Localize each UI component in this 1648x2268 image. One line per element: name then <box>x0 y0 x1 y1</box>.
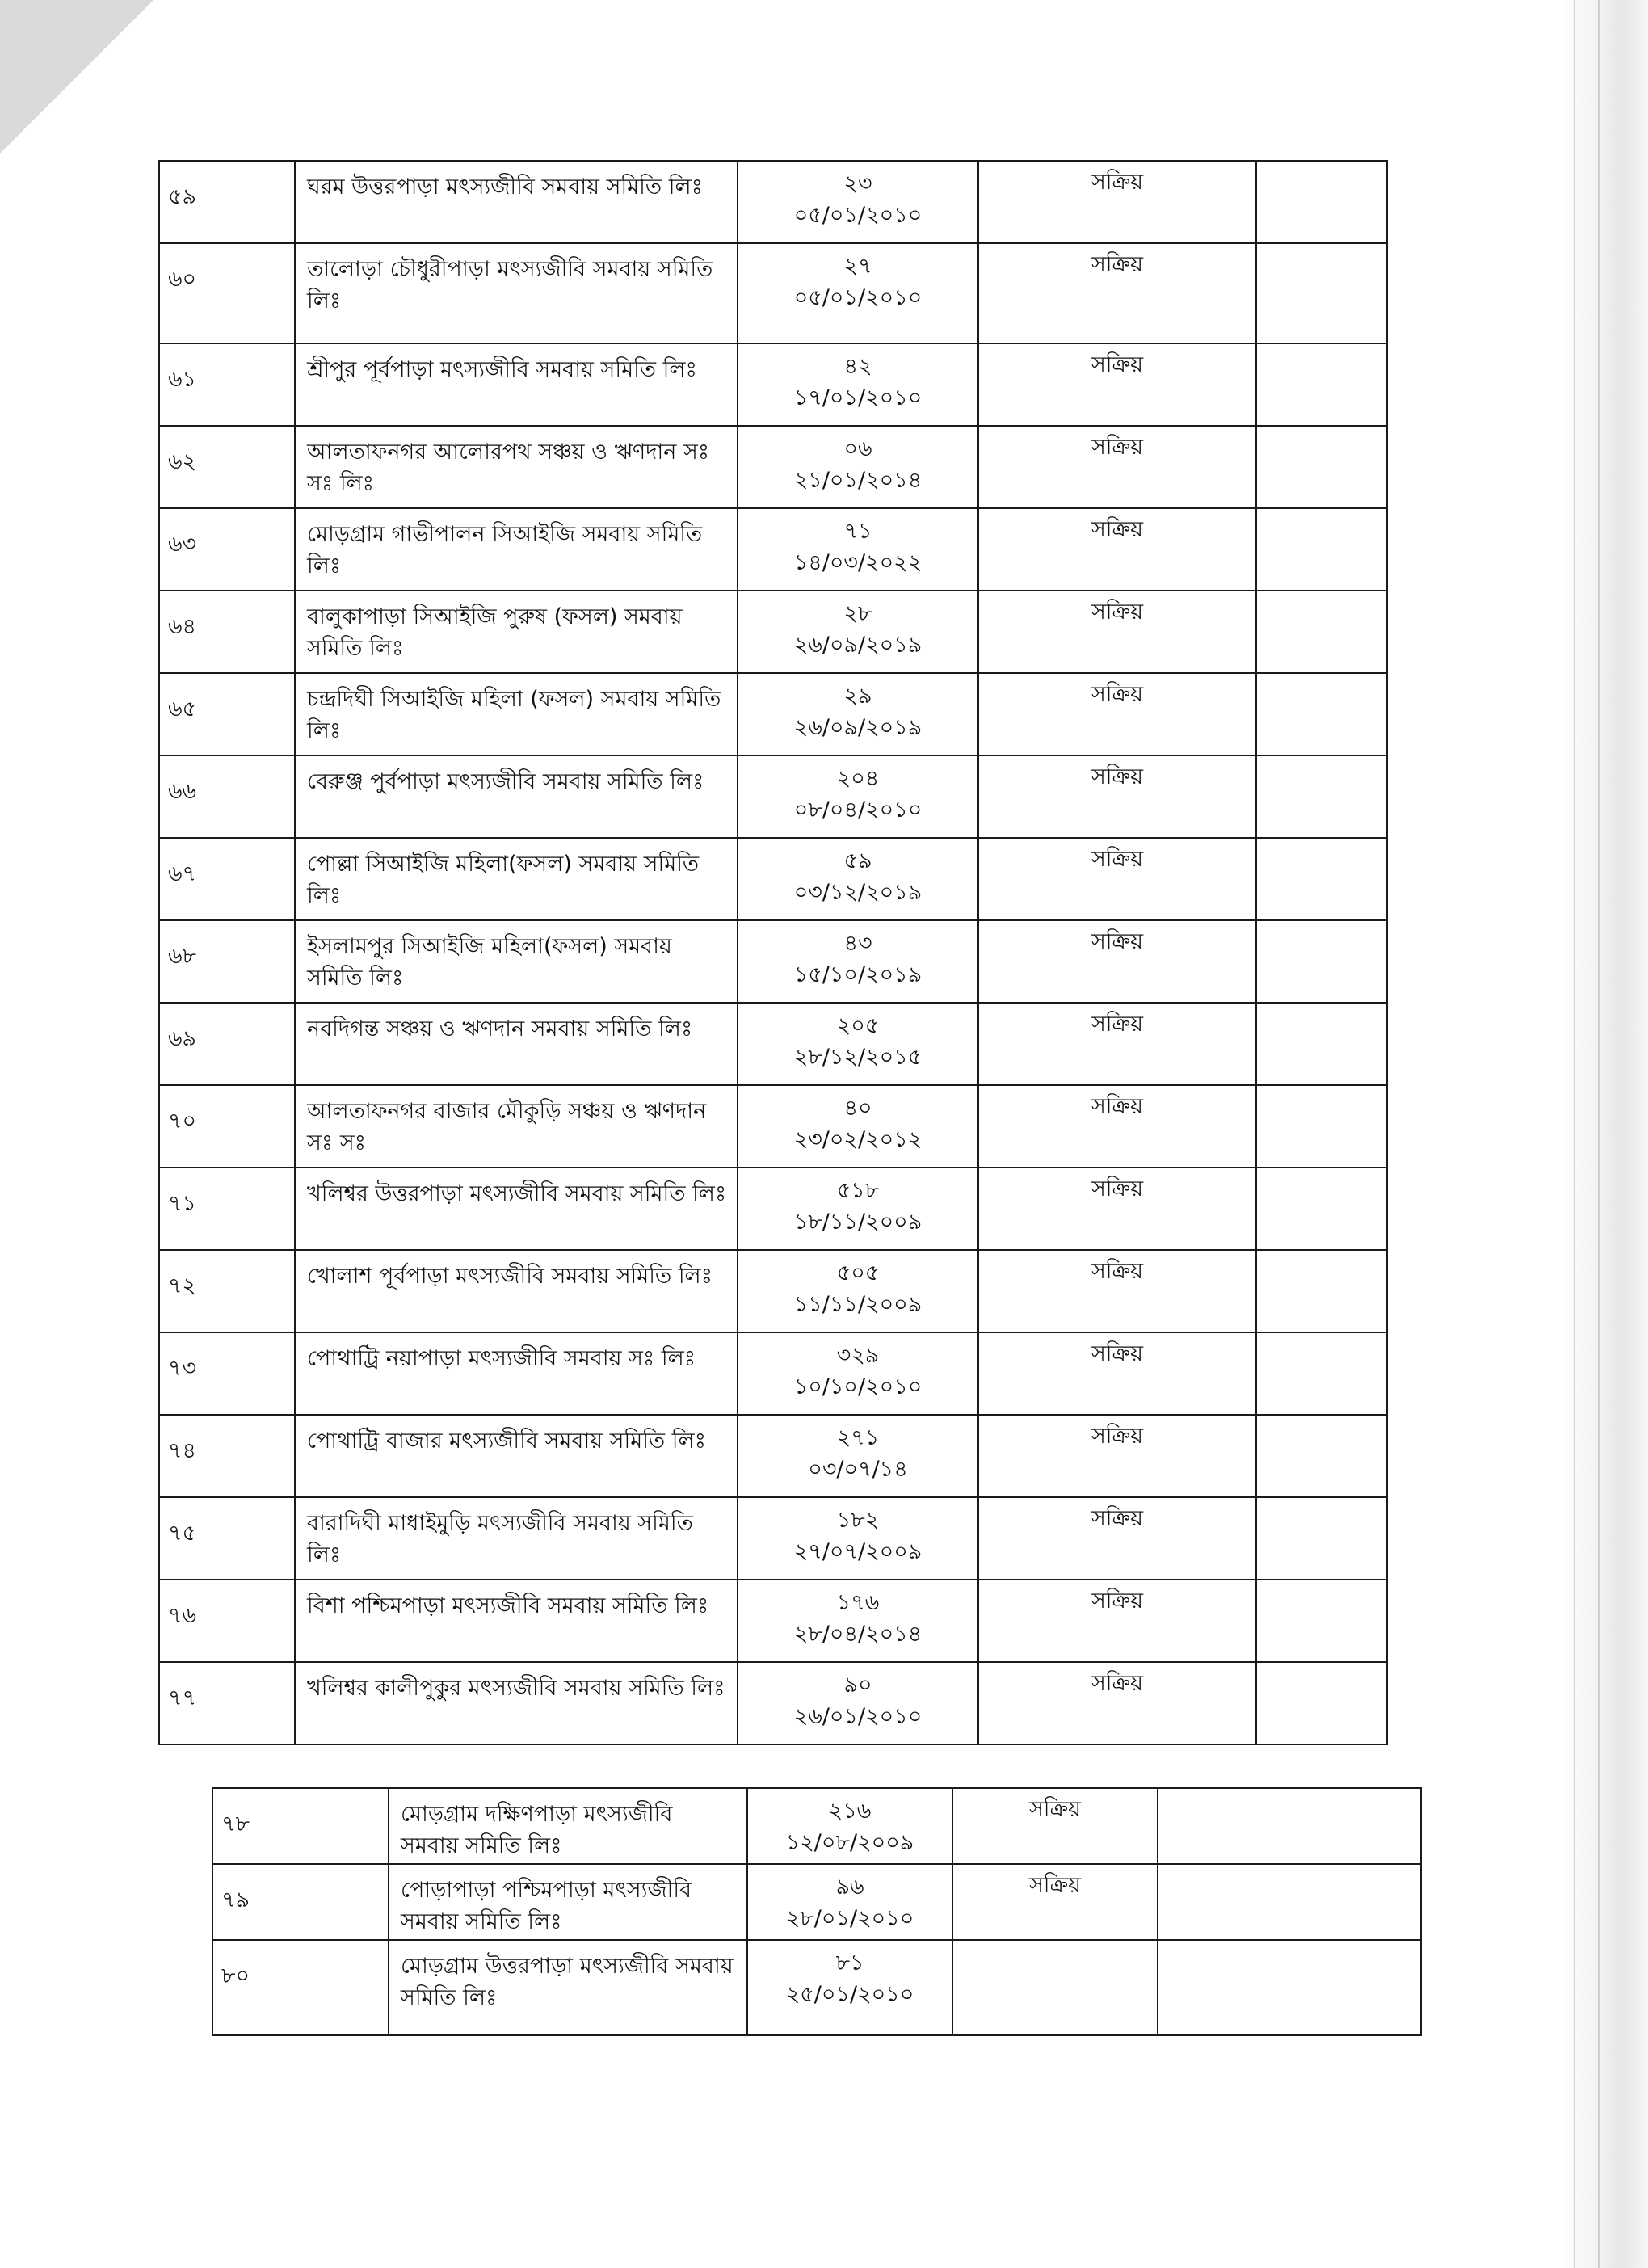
registration-date: ২৭/০৭/২০০৯ <box>793 1539 923 1565</box>
society-name-cell: পোথাট্রি নয়াপাড়া মৎস্যজীবি সমবায় সঃ লিঃ <box>295 1332 738 1415</box>
society-name-cell: পোড়াপাড়া পশ্চিমপাড়া মৎস্যজীবি সমবায় সমিতি লিঃ <box>389 1864 747 1940</box>
registration-number: ২১৬ <box>828 1799 872 1824</box>
registration-number: ৫৯ <box>843 848 872 873</box>
society-name-cell: মোড়গ্রাম গাভীপালন সিআইজি সমবায় সমিতি লিঃ <box>295 508 738 591</box>
remarks-cell <box>1256 1332 1387 1415</box>
table-row <box>159 1580 1387 1662</box>
registration-cell <box>738 920 978 1003</box>
registration-cell <box>738 1168 978 1250</box>
status-cell: সক্রিয় <box>978 673 1256 755</box>
registration-date: ১৫/১০/২০১৯ <box>793 962 923 988</box>
remarks-cell <box>1256 1250 1387 1332</box>
registration-date: ১২/০৮/২০০৯ <box>785 1830 914 1856</box>
society-name-cell: নবদিগন্ত সঞ্চয় ও ঋণদান সমবায় সমিতি লিঃ <box>295 1003 738 1085</box>
status-cell: সক্রিয় <box>952 1788 1158 1864</box>
table-row <box>159 1332 1387 1415</box>
serial-number-cell: ৭২ <box>159 1250 295 1332</box>
table-row <box>159 343 1387 426</box>
registration-cell <box>738 1415 978 1497</box>
serial-number-cell: ৭০ <box>159 1085 295 1168</box>
society-name-cell: বিশা পশ্চিমপাড়া মৎস্যজীবি সমবায় সমিতি লিঃ <box>295 1580 738 1662</box>
serial-number-cell: ৬৭ <box>159 838 295 920</box>
registration-cell <box>738 1497 978 1580</box>
society-name-cell: ঘরম উত্তরপাড়া মৎস্যজীবি সমবায় সমিতি লিঃ <box>295 161 738 243</box>
table-row <box>159 508 1387 591</box>
status-cell: সক্রিয় <box>952 1864 1158 1940</box>
registration-date: ২১/০১/২০১৪ <box>793 468 923 494</box>
registration-date: ২৬/০৯/২০১৯ <box>793 715 923 741</box>
registration-cell <box>738 1250 978 1332</box>
registration-cell <box>747 1788 952 1864</box>
registration-date: ১৭/০১/২০১০ <box>793 385 923 411</box>
registration-number: ৭১ <box>843 519 872 544</box>
table-row <box>159 1003 1387 1085</box>
serial-number-cell: ৭১ <box>159 1168 295 1250</box>
status-cell: সক্রিয় <box>978 343 1256 426</box>
remarks-cell <box>1256 673 1387 755</box>
table-row <box>159 161 1387 243</box>
registration-number: ৯৬ <box>835 1875 864 1900</box>
table-row <box>159 591 1387 673</box>
registration-date: ১৪/০৩/২০২২ <box>793 550 923 576</box>
registration-date: ২৬/০৯/২০১৯ <box>793 633 923 659</box>
status-cell: সক্রিয় <box>978 426 1256 508</box>
registration-date: ২৬/০১/২০১০ <box>793 1704 923 1730</box>
serial-number-cell: ৬৪ <box>159 591 295 673</box>
registration-cell <box>738 1085 978 1168</box>
registration-number: ২০৪ <box>836 766 880 791</box>
remarks-cell <box>1256 426 1387 508</box>
registration-date: ২৮/১২/২০১৫ <box>793 1045 923 1071</box>
status-cell: সক্রিয় <box>978 1662 1256 1744</box>
serial-number-cell: ৭৪ <box>159 1415 295 1497</box>
status-cell: সক্রিয় <box>978 838 1256 920</box>
status-cell: সক্রিয় <box>978 1497 1256 1580</box>
registration-number: ৪০ <box>843 1096 872 1121</box>
registration-date: ২৫/০১/২০১০ <box>785 1982 914 2008</box>
serial-number-cell: ৬১ <box>159 343 295 426</box>
registration-cell <box>738 755 978 838</box>
stacked-page-edges <box>1559 0 1648 2268</box>
status-cell: সক্রিয় <box>978 1580 1256 1662</box>
registration-cell <box>747 1940 952 2035</box>
status-cell: সক্রিয় <box>978 1003 1256 1085</box>
remarks-cell <box>1256 838 1387 920</box>
folded-page-corner <box>0 0 153 154</box>
society-name-cell: বেরুঞ্জ পুর্বপাড়া মৎস্যজীবি সমবায় সমিতি লিঃ <box>295 755 738 838</box>
table-row <box>159 1415 1387 1497</box>
registration-cell <box>738 1332 978 1415</box>
serial-number-cell: ৭৫ <box>159 1497 295 1580</box>
registration-cell <box>738 1580 978 1662</box>
table-row <box>212 1940 1421 2035</box>
registration-cell <box>738 508 978 591</box>
registration-cell <box>747 1864 952 1940</box>
status-cell: সক্রিয় <box>978 1415 1256 1497</box>
serial-number-cell: ৬৮ <box>159 920 295 1003</box>
registration-date: ২৩/০২/২০১২ <box>793 1127 923 1153</box>
serial-number-cell: ৬২ <box>159 426 295 508</box>
society-name-cell: মোড়গ্রাম দক্ষিণপাড়া মৎস্যজীবি সমবায় সমিতি লিঃ <box>389 1788 747 1864</box>
remarks-cell <box>1256 161 1387 243</box>
registration-number: ৩২৯ <box>836 1343 880 1368</box>
table-row <box>159 1168 1387 1250</box>
table-row <box>159 920 1387 1003</box>
table-row <box>159 243 1387 343</box>
registration-date: ১৮/১১/২০০৯ <box>793 1210 923 1235</box>
table-row <box>159 1497 1387 1580</box>
society-name-cell: বারাদিঘী মাধাইমুড়ি মৎস্যজীবি সমবায় সমিতি লিঃ <box>295 1497 738 1580</box>
registration-number: ২৩ <box>843 171 872 196</box>
table-row <box>159 673 1387 755</box>
society-name-cell: খলিশ্বর উত্তরপাড়া মৎস্যজীবি সমবায় সমিতি লিঃ <box>295 1168 738 1250</box>
status-cell: সক্রিয় <box>978 1250 1256 1332</box>
registration-date: ০৩/১২/২০১৯ <box>793 880 923 906</box>
serial-number-cell: ৮০ <box>212 1940 389 2035</box>
status-cell: সক্রিয় <box>978 591 1256 673</box>
remarks-cell <box>1256 1497 1387 1580</box>
registration-number: ৫০৫ <box>836 1260 880 1285</box>
registration-date: ০৮/০৪/২০১০ <box>793 797 923 823</box>
remarks-cell <box>1256 1580 1387 1662</box>
remarks-cell <box>1256 243 1387 343</box>
remarks-cell <box>1256 1168 1387 1250</box>
society-name-cell: পোল্লা সিআইজি মহিলা(ফসল) সমবায় সমিতি লিঃ <box>295 838 738 920</box>
registration-number: ৫১৮ <box>836 1178 880 1203</box>
society-name-cell: মোড়গ্রাম উত্তরপাড়া মৎস্যজীবি সমবায় সমিতি লিঃ <box>389 1940 747 2035</box>
registration-cell <box>738 343 978 426</box>
status-cell: সক্রিয় <box>978 243 1256 343</box>
society-name-cell: তালোড়া চৌধুরীপাড়া মৎস্যজীবি সমবায় সমিতি লিঃ <box>295 243 738 343</box>
registration-date: ১১/১১/২০০৯ <box>793 1292 923 1318</box>
registration-cell <box>738 426 978 508</box>
registration-number: ৪৩ <box>843 931 872 956</box>
society-name-cell: খোলাশ পূর্বপাড়া মৎস্যজীবি সমবায় সমিতি লিঃ <box>295 1250 738 1332</box>
registration-cell <box>738 161 978 243</box>
registration-date: ০৩/০৭/১৪ <box>808 1457 908 1483</box>
remarks-cell <box>1256 1085 1387 1168</box>
remarks-cell <box>1158 1864 1421 1940</box>
status-cell <box>952 1940 1158 2035</box>
remarks-cell <box>1256 1415 1387 1497</box>
table-row <box>159 1662 1387 1744</box>
society-name-cell: পোথাট্রি বাজার মৎস্যজীবি সমবায় সমিতি লিঃ <box>295 1415 738 1497</box>
status-cell: সক্রিয় <box>978 1085 1256 1168</box>
registration-cell <box>738 1662 978 1744</box>
remarks-cell <box>1256 591 1387 673</box>
status-cell: সক্রিয় <box>978 1168 1256 1250</box>
society-name-cell: আলতাফনগর আলোরপথ সঞ্চয় ও ঋণদান সঃ সঃ লিঃ <box>295 426 738 508</box>
serial-number-cell: ৬৩ <box>159 508 295 591</box>
society-name-cell: শ্রীপুর পূর্বপাড়া মৎস্যজীবি সমবায় সমিতি লিঃ <box>295 343 738 426</box>
serial-number-cell: ৬০ <box>159 243 295 343</box>
status-cell: সক্রিয় <box>978 1332 1256 1415</box>
serial-number-cell: ৭৯ <box>212 1864 389 1940</box>
society-list-table-continued <box>212 1787 1422 2036</box>
table-row <box>159 1250 1387 1332</box>
society-name-cell: আলতাফনগর বাজার মৌকুড়ি সঞ্চয় ও ঋণদান সঃ সঃ <box>295 1085 738 1168</box>
serial-number-cell: ৫৯ <box>159 161 295 243</box>
society-name-cell: বালুকাপাড়া সিআইজি পুরুষ (ফসল) সমবায় সমিতি লিঃ <box>295 591 738 673</box>
registration-number: ২০৫ <box>836 1013 880 1038</box>
serial-number-cell: ৭৬ <box>159 1580 295 1662</box>
remarks-cell <box>1256 508 1387 591</box>
table-row <box>159 838 1387 920</box>
society-name-cell: ইসলামপুর সিআইজি মহিলা(ফসল) সমবায় সমিতি লিঃ <box>295 920 738 1003</box>
status-cell: সক্রিয় <box>978 161 1256 243</box>
registration-date: ২৮/০৪/২০১৪ <box>793 1622 923 1647</box>
registration-date: ১০/১০/২০১০ <box>793 1374 923 1400</box>
status-cell: সক্রিয় <box>978 755 1256 838</box>
remarks-cell <box>1256 1662 1387 1744</box>
registration-number: ২৯ <box>843 684 872 709</box>
registration-date: ২৮/০১/২০১০ <box>785 1906 914 1932</box>
registration-number: ৪২ <box>843 354 872 379</box>
registration-cell <box>738 591 978 673</box>
registration-date: ০৫/০১/২০১০ <box>793 203 923 229</box>
status-cell: সক্রিয় <box>978 508 1256 591</box>
registration-number: ২৮ <box>843 601 872 626</box>
registration-number: ০৬ <box>843 436 872 461</box>
society-name-cell: খলিশ্বর কালীপুকুর মৎস্যজীবি সমবায় সমিতি লিঃ <box>295 1662 738 1744</box>
registration-cell <box>738 1003 978 1085</box>
remarks-cell <box>1158 1940 1421 2035</box>
serial-number-cell: ৭৩ <box>159 1332 295 1415</box>
registration-number: ৯০ <box>843 1673 872 1698</box>
status-cell: সক্রিয় <box>978 920 1256 1003</box>
table-row <box>212 1788 1421 1864</box>
registration-cell <box>738 838 978 920</box>
serial-number-cell: ৬৯ <box>159 1003 295 1085</box>
society-name-cell: চন্দ্রদিঘী সিআইজি মহিলা (ফসল) সমবায় সমিতি লিঃ <box>295 673 738 755</box>
registration-date: ০৫/০১/২০১০ <box>793 285 923 311</box>
remarks-cell <box>1158 1788 1421 1864</box>
serial-number-cell: ৬৫ <box>159 673 295 755</box>
serial-number-cell: ৬৬ <box>159 755 295 838</box>
remarks-cell <box>1256 1003 1387 1085</box>
registration-number: ৮১ <box>835 1950 864 1976</box>
registration-number: ১৭৬ <box>836 1590 880 1615</box>
registration-cell <box>738 243 978 343</box>
registration-number: ২৭ <box>843 254 872 279</box>
society-list-table <box>158 160 1388 1745</box>
remarks-cell <box>1256 920 1387 1003</box>
serial-number-cell: ৭৭ <box>159 1662 295 1744</box>
remarks-cell <box>1256 343 1387 426</box>
serial-number-cell: ৭৮ <box>212 1788 389 1864</box>
registration-cell <box>738 673 978 755</box>
table-row <box>212 1864 1421 1940</box>
registration-number: ১৮২ <box>836 1508 880 1533</box>
registration-number: ২৭১ <box>836 1425 880 1450</box>
table-row <box>159 426 1387 508</box>
remarks-cell <box>1256 755 1387 838</box>
table-row <box>159 1085 1387 1168</box>
table-row <box>159 755 1387 838</box>
